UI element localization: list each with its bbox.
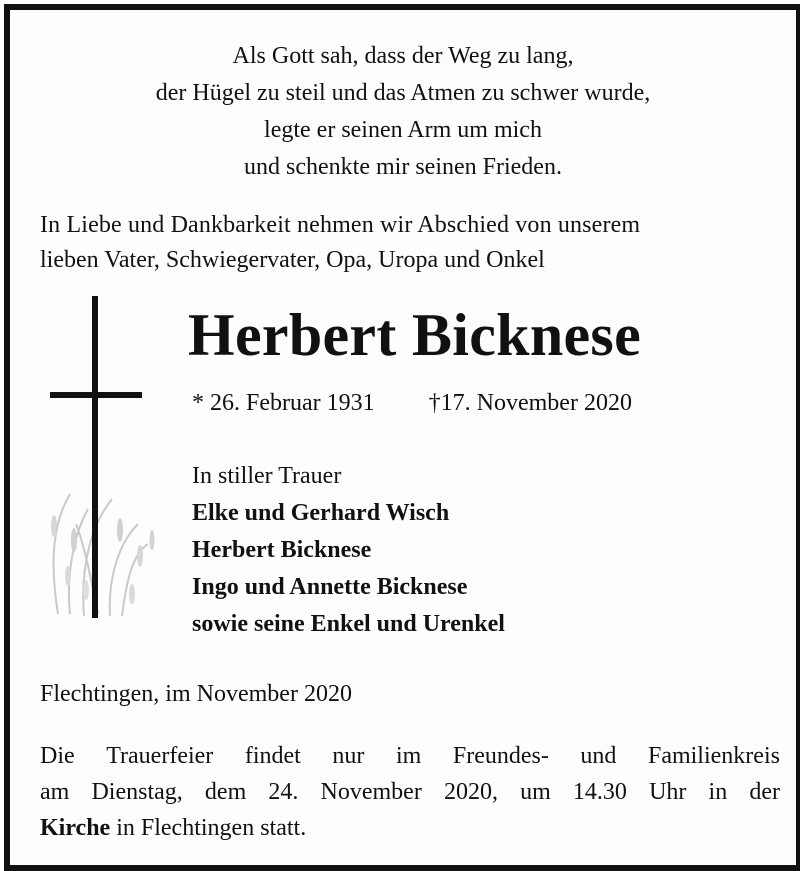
poem-line: Als Gott sah, dass der Weg zu lang, xyxy=(232,43,574,69)
poem-line: legte er seinen Arm um mich xyxy=(264,117,542,143)
poem-line: der Hügel zu steil und das Atmen zu schwer wurde, xyxy=(155,80,651,106)
ceremony-info xyxy=(40,738,780,846)
word: Uhr xyxy=(649,779,687,805)
poem xyxy=(10,38,796,186)
birth-date: * 26. Februar 1931 xyxy=(192,390,375,416)
word: nur xyxy=(332,743,365,769)
mourner-name: Ingo und Annette Bicknese xyxy=(192,574,468,600)
mourner-name: Herbert Bicknese xyxy=(192,537,372,563)
place-date: Flechtingen, im November 2020 xyxy=(40,681,352,707)
word: Freundes- xyxy=(452,743,549,769)
deceased-name: Herbert Bicknese xyxy=(188,302,642,368)
mourners-heading: In stiller Trauer xyxy=(192,463,342,489)
word: am xyxy=(40,779,70,805)
intro-text xyxy=(40,208,780,278)
word: dem xyxy=(204,779,247,805)
grass-decoration-icon xyxy=(51,494,155,616)
death-date: †17. November 2020 xyxy=(428,390,632,416)
word: 14.30 xyxy=(572,779,627,805)
cross-icon xyxy=(50,296,142,618)
word: Familienkreis xyxy=(647,743,780,769)
cross-graphic xyxy=(40,294,160,624)
word: um xyxy=(520,779,551,805)
intro-line: lieben Vater, Schwiegervater, Opa, Uropa und Onkel xyxy=(40,247,545,273)
word: November xyxy=(320,779,422,805)
word: Trauerfeier xyxy=(106,743,214,769)
ceremony-location: in Flechtingen statt. xyxy=(110,815,307,841)
word: im xyxy=(395,743,422,769)
life-dates xyxy=(192,385,632,421)
mourner-name: Elke und Gerhard Wisch xyxy=(192,500,450,526)
poem-line: und schenkte mir seinen Frieden. xyxy=(244,154,562,180)
word: 24. xyxy=(268,779,299,805)
mourner-name: sowie seine Enkel und Urenkel xyxy=(192,611,505,637)
word: Dienstag, xyxy=(91,779,183,805)
word: Die xyxy=(40,743,75,769)
ceremony-line-3 xyxy=(40,810,780,846)
ceremony-line-2 xyxy=(40,774,780,810)
cross-svg xyxy=(40,294,160,624)
obituary-frame xyxy=(4,4,800,871)
church-label: Kirche xyxy=(40,815,111,841)
intro-line: In Liebe und Dankbarkeit nehmen wir Abschied von unserem xyxy=(40,212,641,238)
word: der xyxy=(749,779,780,805)
word: und xyxy=(580,743,617,769)
word: in xyxy=(708,779,728,805)
word: findet xyxy=(244,743,301,769)
mourners-block xyxy=(192,458,505,643)
word: 2020, xyxy=(443,779,498,805)
ceremony-line-1 xyxy=(40,738,780,774)
